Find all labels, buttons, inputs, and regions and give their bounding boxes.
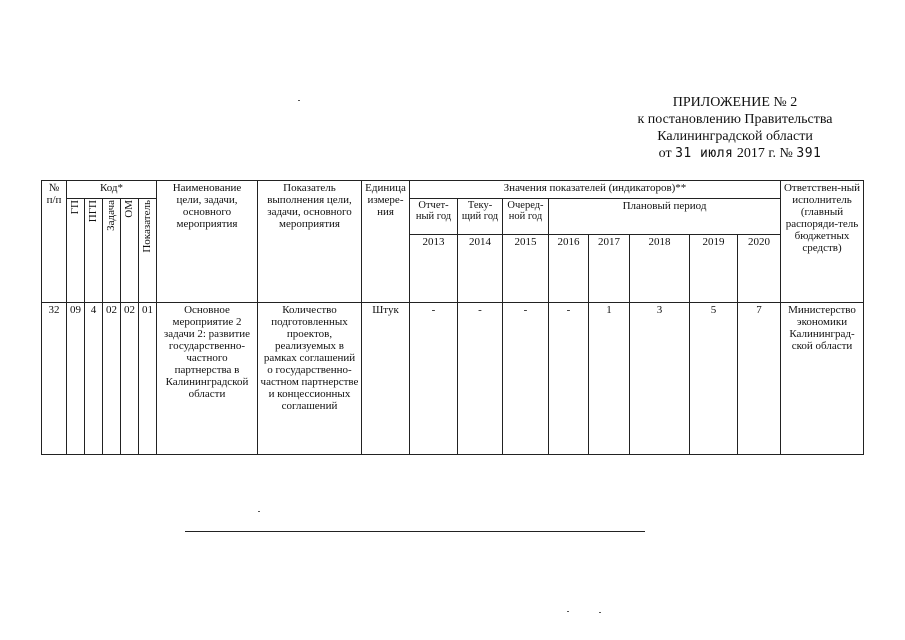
indicators-table xyxy=(41,180,864,455)
year-2015: 2015 xyxy=(503,235,549,303)
year-2016: 2016 xyxy=(549,235,589,303)
appendix-date xyxy=(600,145,870,162)
header-indicator: Показатель выполнения цели, задачи, основного мероприятия xyxy=(258,181,362,303)
appendix-title: ПРИЛОЖЕНИЕ № 2 xyxy=(672,95,798,110)
row-unit: Штук xyxy=(362,303,410,455)
table-row xyxy=(42,303,864,455)
year-2017: 2017 xyxy=(589,235,630,303)
row-code-om: 02 xyxy=(121,303,139,455)
header-name: Наименование цели, задачи, основного мероприятия xyxy=(157,181,258,303)
row-executor: Министерство экономики Калининград-ской области xyxy=(781,303,864,455)
year-2018: 2018 xyxy=(630,235,690,303)
header-plan-period: Плановый период xyxy=(549,199,781,235)
row-value-2013: - xyxy=(410,303,458,455)
header-values: Значения показателей (индикаторов)** xyxy=(410,181,781,199)
scan-speck xyxy=(258,511,260,512)
header-next-year: Очеред-ной год xyxy=(503,199,549,235)
header-num: № п/п xyxy=(42,181,67,303)
row-num: 32 xyxy=(42,303,67,455)
row-code-pgp: 4 xyxy=(85,303,103,455)
row-indicator: Количество подготовленных проектов, реализуемых в рамках соглашений о государственно-частном партнерстве и концессионных соглашений xyxy=(258,303,362,455)
date-year: 2017 г. № xyxy=(736,146,793,161)
header-report-year: Отчет-ный год xyxy=(410,199,458,235)
date-prefix: от xyxy=(658,146,672,161)
code-om-header: ОМ xyxy=(121,199,139,303)
code-pgp-header: ПГП xyxy=(85,199,103,303)
row-value-2014: - xyxy=(458,303,503,455)
header-unit: Единица измере-ния xyxy=(362,181,410,303)
appendix-line-3: Калининградской области xyxy=(657,129,813,144)
header-code: Код* xyxy=(67,181,157,199)
row-value-2017: 1 xyxy=(589,303,630,455)
row-value-2019: 5 xyxy=(690,303,738,455)
date-handwritten: 31 июля xyxy=(675,146,734,161)
header-executor: Ответствен-ный исполнитель (главный распоряди-тель бюджетных средств) xyxy=(781,181,864,303)
code-task-header: Задача xyxy=(103,199,121,303)
year-2020: 2020 xyxy=(738,235,781,303)
code-indicator-header: Показатель xyxy=(139,199,157,303)
code-gp-header: ГП xyxy=(67,199,85,303)
year-2013: 2013 xyxy=(410,235,458,303)
row-value-2015: - xyxy=(503,303,549,455)
signature-line xyxy=(185,531,645,532)
scan-speck xyxy=(567,611,569,612)
row-code-task: 02 xyxy=(103,303,121,455)
header-current-year: Теку-щий год xyxy=(458,199,503,235)
row-value-2020: 7 xyxy=(738,303,781,455)
row-code-indicator: 01 xyxy=(139,303,157,455)
year-2014: 2014 xyxy=(458,235,503,303)
row-value-2016: - xyxy=(549,303,589,455)
row-code-gp: 09 xyxy=(67,303,85,455)
appendix-line-2: к постановлению Правительства xyxy=(637,112,833,127)
document-header xyxy=(600,94,870,162)
scan-speck xyxy=(298,100,300,101)
year-2019: 2019 xyxy=(690,235,738,303)
date-number: 391 xyxy=(796,146,822,161)
row-value-2018: 3 xyxy=(630,303,690,455)
scan-speck xyxy=(599,612,601,613)
row-name: Основное мероприятие 2 задачи 2: развитие государственно-частного партнерства в Калининградской области xyxy=(157,303,258,455)
